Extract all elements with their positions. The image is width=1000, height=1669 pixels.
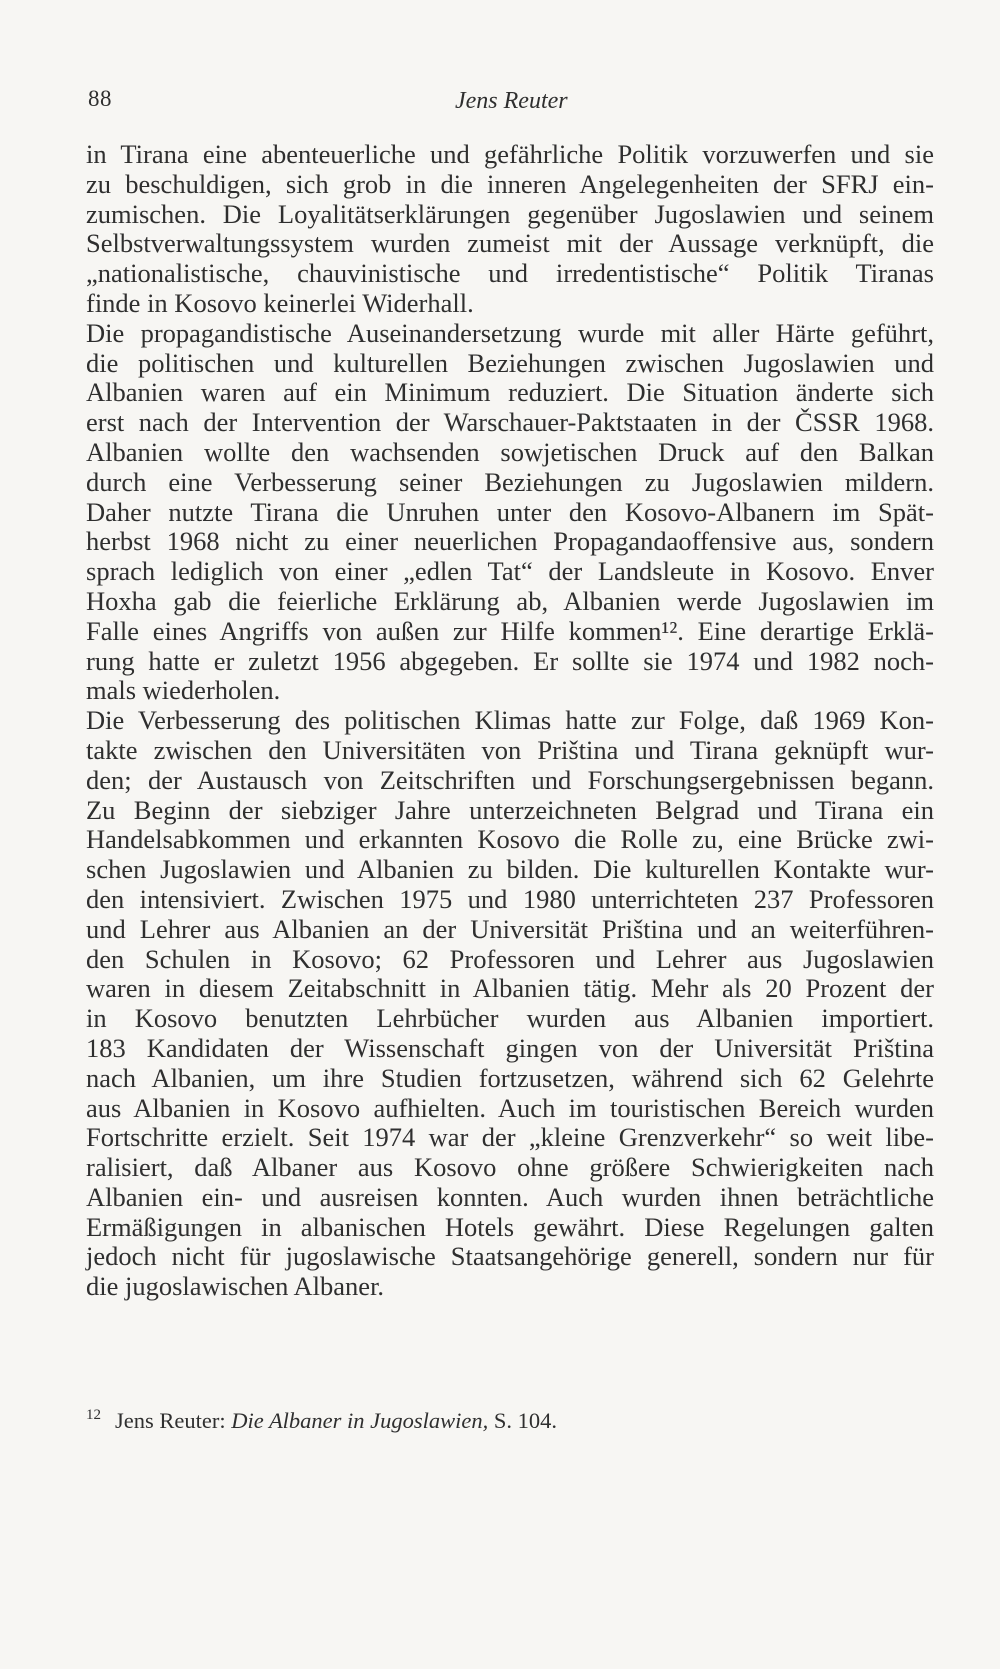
footnote bbox=[86, 1407, 557, 1434]
page-number: 88 bbox=[88, 86, 112, 111]
text-line: rung hatte er zuletzt 1956 abgegeben. Er sollte sie 1974 und 1982 noch- bbox=[86, 645, 934, 676]
text-line: Zu Beginn der siebziger Jahre unterzeichneten Belgrad und Tirana ein bbox=[86, 794, 934, 825]
text-line: Albanien wollte den wachsenden sowjetischen Druck auf den Balkan bbox=[86, 436, 934, 467]
text-line: Die Verbesserung des politischen Klimas hatte zur Folge, daß 1969 Kon- bbox=[86, 705, 934, 736]
text-line: erst nach der Intervention der Warschauer-Paktstaaten in der ČSSR 1968. bbox=[86, 407, 934, 438]
text-line: durch eine Verbesserung seiner Beziehungen zu Jugoslawien mildern. bbox=[86, 466, 934, 497]
body-text bbox=[86, 140, 934, 1302]
text-line: und Lehrer aus Albanien an der Universität Priština und an weiterführen- bbox=[86, 913, 934, 944]
footnote-title: Die Albaner in Jugoslawien, bbox=[231, 1408, 489, 1433]
text-line: die jugoslawischen Albaner. bbox=[86, 1271, 385, 1302]
text-line: mals wiederholen. bbox=[86, 675, 281, 706]
text-line: Albanien waren auf ein Minimum reduziert. Die Situation änderte sich bbox=[86, 377, 934, 408]
text-line: takte zwischen den Universitäten von Priština und Tirana geknüpft wur- bbox=[86, 734, 934, 765]
text-line: „nationalistische, chauvinistische und irredentistische“ Politik Tiranas bbox=[86, 258, 934, 289]
text-line: Handelsabkommen und erkannten Kosovo die Rolle zu, eine Brücke zwi- bbox=[86, 824, 934, 855]
text-line: Fortschritte erzielt. Seit 1974 war der „kleine Grenzverkehr“ so weit libe- bbox=[86, 1122, 934, 1153]
text-line: 183 Kandidaten der Wissenschaft gingen von der Universität Priština bbox=[86, 1032, 934, 1063]
text-line: den intensiviert. Zwischen 1975 und 1980 unterrichteten 237 Professoren bbox=[86, 883, 934, 914]
footnote-pages: S. 104. bbox=[493, 1408, 558, 1433]
text-line: Daher nutzte Tirana die Unruhen unter den Kosovo-Albanern im Spät- bbox=[86, 496, 934, 527]
text-line: zu beschuldigen, sich grob in die inneren Angelegenheiten der SFRJ ein- bbox=[86, 168, 934, 199]
text-line: herbst 1968 nicht zu einer neuerlichen Propagandaoffensive aus, sondern bbox=[86, 526, 934, 557]
text-line: Hoxha gab die feierliche Erklärung ab, Albanien werde Jugoslawien im bbox=[86, 585, 934, 616]
footnote-author: Jens Reuter: bbox=[115, 1408, 226, 1433]
text-line: Die propagandistische Auseinandersetzung wurde mit aller Härte geführt, bbox=[86, 317, 934, 348]
text-line: in Kosovo benutzten Lehrbücher wurden aus Albanien importiert. bbox=[86, 1003, 934, 1034]
text-line: finde in Kosovo keinerlei Widerhall. bbox=[86, 287, 474, 318]
text-line: schen Jugoslawien und Albanien zu bilden. Die kulturellen Kontakte wur- bbox=[86, 854, 934, 885]
text-line: den; der Austausch von Zeitschriften und Forschungsergebnissen begann. bbox=[86, 764, 934, 795]
running-head: Jens Reuter bbox=[455, 88, 568, 114]
footnote-marker: 12 bbox=[86, 1407, 101, 1423]
text-line: Falle eines Angriffs von außen zur Hilfe kommen¹². Eine derartige Erklä- bbox=[86, 615, 934, 646]
text-line: zumischen. Die Loyalitätserklärungen gegenüber Jugoslawien und seinem bbox=[86, 198, 934, 229]
text-line: waren in diesem Zeitabschnitt in Albanien tätig. Mehr als 20 Prozent der bbox=[86, 973, 934, 1004]
text-line: ralisiert, daß Albaner aus Kosovo ohne größere Schwierigkeiten nach bbox=[86, 1152, 934, 1183]
text-line: Albanien ein- und ausreisen konnten. Auch wurden ihnen beträchtliche bbox=[86, 1181, 934, 1212]
text-line: jedoch nicht für jugoslawische Staatsangehörige generell, sondern nur für bbox=[86, 1241, 934, 1272]
text-line: die politischen und kulturellen Beziehungen zwischen Jugoslawien und bbox=[86, 347, 934, 378]
text-line: aus Albanien in Kosovo aufhielten. Auch im touristischen Bereich wurden bbox=[86, 1092, 934, 1123]
text-line: Selbstverwaltungssystem wurden zumeist mit der Aussage verknüpft, die bbox=[86, 228, 934, 259]
text-line: in Tirana eine abenteuerliche und gefährliche Politik vorzuwerfen und sie bbox=[86, 139, 934, 169]
text-line: den Schulen in Kosovo; 62 Professoren und Lehrer aus Jugoslawien bbox=[86, 943, 934, 974]
text-line: nach Albanien, um ihre Studien fortzusetzen, während sich 62 Gelehrte bbox=[86, 1062, 934, 1093]
text-line: sprach lediglich von einer „edlen Tat“ der Landsleute in Kosovo. Enver bbox=[86, 556, 934, 587]
text-line: Ermäßigungen in albanischen Hotels gewährt. Diese Regelungen galten bbox=[86, 1211, 934, 1242]
